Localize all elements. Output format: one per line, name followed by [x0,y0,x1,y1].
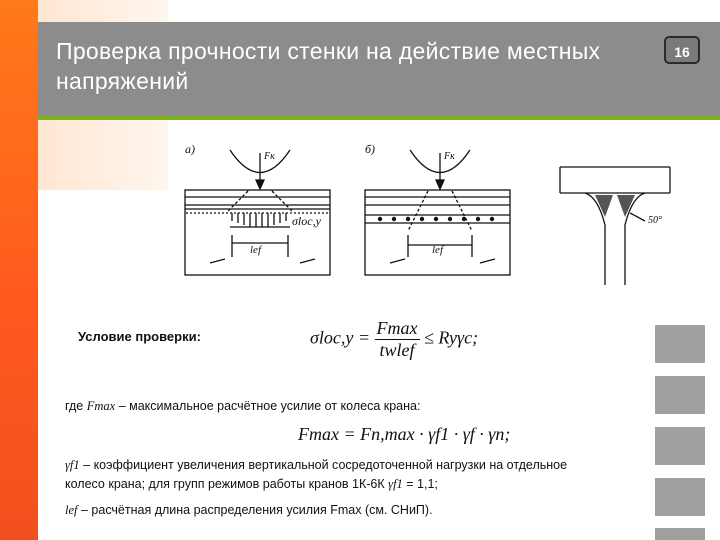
formula1-rhs: ≤ Ryγc; [424,327,479,348]
panel-b-frame [365,190,510,275]
gamma-description-line2: колесо крана; для групп режимов работы кранов 1К-6К [65,477,385,491]
stress-diagram-a [230,213,290,227]
force-label-a: Fк [264,151,275,162]
decor-block-1 [655,325,705,363]
decor-block-2 [655,376,705,414]
lef-label-a: lef [250,244,261,256]
rail-bolts-b [378,217,494,221]
gamma-inline-symbol: γf1 [388,477,403,491]
formula1-fraction [375,318,420,361]
formula-fmax: Fmax = Fn,max · γf1 · γf · γn; [298,424,511,444]
label-a: а) [185,142,195,156]
fmax-prefix: где [65,399,84,413]
lef-symbol: lef [65,503,78,517]
gamma-definition [65,456,625,494]
fmax-definition [65,399,420,414]
panel-a-frame [185,190,330,275]
formula1-numerator: Fmax [376,318,418,338]
left-accent-bar [0,0,38,540]
slide-title: Проверка прочности стенки на действие местных напряжений [56,38,601,94]
force-label-b: Fк [444,151,455,162]
fmax-description: – максимальное расчётное усилие от колеса крана: [118,399,421,413]
title-underline [38,116,720,120]
lef-definition [65,503,433,518]
gamma-symbol: γf1 [65,458,80,472]
sigma-label: σloc,y [292,214,321,228]
decor-block-4 [655,478,705,516]
page-number-badge: 16 [664,36,700,64]
formula1-denominator: twlef [379,340,415,360]
fmax-symbol: Fmax [86,399,116,413]
decor-block-3 [655,427,705,465]
gamma-value: = 1,1; [406,477,438,491]
crane-beam-figure [150,135,680,285]
lef-label-b: lef [432,244,443,256]
condition-label: Условие проверки: [78,329,201,344]
gamma-description-line1: – коэффициент увеличения вертикальной сосредоточенной нагрузки на отдельное [83,458,568,472]
formula-local-stress [310,318,478,361]
decor-block-5 [655,528,705,540]
formula1-lhs: σloc,y = [310,327,371,348]
lef-description: – расчётная длина распределения усилия Fmax (см. СНиП). [80,503,433,517]
label-b: б) [365,142,376,156]
angle-label: 50° [648,215,662,226]
